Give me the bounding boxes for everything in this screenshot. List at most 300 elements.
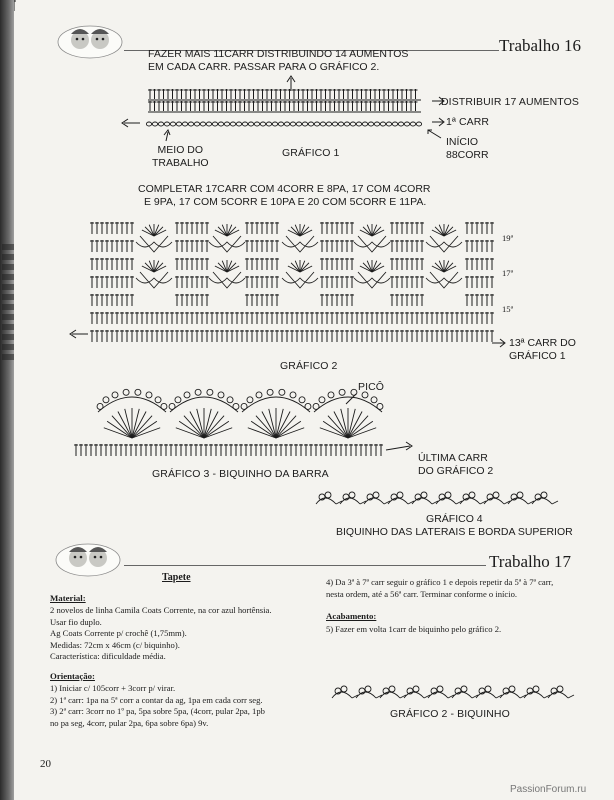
stitch-mark (205, 222, 209, 234)
stitch-mark (301, 101, 305, 111)
chain-mark (416, 122, 421, 126)
stitch-mark (89, 444, 93, 456)
stitch-mark (279, 101, 283, 111)
pico-mark (305, 403, 311, 409)
stitch-mark (250, 294, 254, 306)
stitch-mark (210, 312, 214, 324)
stitch-mark (110, 240, 114, 252)
chain-mark (320, 122, 325, 126)
material-heading: Material: (50, 593, 86, 603)
chain-mark (266, 122, 271, 126)
stitch-mark (149, 444, 153, 456)
stitch-mark (194, 444, 198, 456)
stitch-mark (90, 222, 94, 234)
stitch-mark (252, 101, 256, 111)
stitch-mark (396, 89, 400, 99)
stitch-mark (245, 258, 249, 270)
stitch-mark (180, 312, 184, 324)
stitch-mark (210, 330, 214, 342)
stitch-mark (205, 312, 209, 324)
stitch-mark (205, 240, 209, 252)
stitch-mark (250, 222, 254, 234)
stitch-mark (195, 222, 199, 234)
chain-mark (302, 122, 307, 126)
stitch-mark (345, 276, 349, 288)
pico-mark (195, 389, 201, 395)
stitch-mark (350, 294, 354, 306)
chain-mark (398, 122, 403, 126)
stitch-mark (355, 330, 359, 342)
stitch-mark (420, 294, 424, 306)
stitch-mark (255, 294, 259, 306)
chain-mark (386, 122, 391, 126)
stitch-mark (125, 276, 129, 288)
stitch-mark (350, 258, 354, 270)
stitch-mark (224, 444, 228, 456)
stitch-mark (235, 330, 239, 342)
stitch-mark (160, 330, 164, 342)
chain-mark (146, 122, 151, 126)
chain-mark (338, 122, 343, 126)
stitch-mark (130, 258, 134, 270)
chain-mark (200, 122, 205, 126)
stitch-mark (335, 312, 339, 324)
chain-mark (218, 122, 223, 126)
page-number: 20 (40, 758, 51, 770)
stitch-mark (166, 89, 170, 99)
pico-mark (437, 686, 443, 692)
fan-mark (435, 227, 444, 236)
stitch-mark (430, 312, 434, 324)
stitch-mark (369, 444, 373, 456)
stitch-mark (243, 89, 247, 99)
grafico1-note: FAZER MAIS 11CARR DISTRIBUINDO 14 AUMENTOS EM CADA CARR. PASSAR PARA O GRÁFICO 2. (148, 48, 409, 73)
stitch-mark (214, 444, 218, 456)
stitch-mark (100, 258, 104, 270)
stitch-mark (345, 294, 349, 306)
pico-mark (207, 389, 213, 395)
stitch-mark (270, 330, 274, 342)
stitch-mark (211, 89, 215, 99)
stitch-mark (350, 222, 354, 234)
stitch-mark (405, 330, 409, 342)
stitch-mark (270, 222, 274, 234)
stitch-mark (435, 312, 439, 324)
material-line: Característica: dificuldade média. (50, 651, 166, 662)
stitch-mark (280, 312, 284, 324)
stitch-mark (351, 101, 355, 111)
stitch-mark (110, 294, 114, 306)
stitch-mark (155, 312, 159, 324)
stitch-mark (259, 444, 263, 456)
stitch-mark (410, 258, 414, 270)
fan-mark (140, 236, 168, 252)
stitch-mark (205, 294, 209, 306)
stitch-mark (205, 258, 209, 270)
pico-mark (541, 492, 547, 498)
stitch-mark (255, 276, 259, 288)
stitch-mark (334, 444, 338, 456)
stitch-mark (207, 89, 211, 99)
stitch-mark (185, 276, 189, 288)
stitch-mark (385, 312, 389, 324)
stitch-mark (100, 312, 104, 324)
stitch-mark (288, 101, 292, 111)
grafico1-caption: GRÁFICO 1 (282, 147, 340, 159)
stitch-mark (265, 240, 269, 252)
pico-mark (349, 492, 355, 498)
stitch-mark (409, 89, 413, 99)
stitch-mark (105, 330, 109, 342)
stitch-mark (320, 240, 324, 252)
stitch-mark (335, 294, 339, 306)
row-17-label: 17ª (502, 268, 513, 278)
stitch-mark (480, 258, 484, 270)
stitch-mark (382, 89, 386, 99)
stitch-mark (260, 294, 264, 306)
stitch-mark (185, 294, 189, 306)
stitch-mark (169, 444, 173, 456)
stitch-mark (166, 101, 170, 111)
chain-mark (278, 122, 283, 126)
stitch-mark (485, 258, 489, 270)
stitch-mark (105, 294, 109, 306)
stitch-mark (330, 312, 334, 324)
stitch-mark (415, 294, 419, 306)
stitch-mark (256, 101, 260, 111)
stitch-mark (185, 240, 189, 252)
chain-mark (404, 122, 409, 126)
stitch-mark (199, 444, 203, 456)
stitch-mark (195, 276, 199, 288)
stitch-mark (130, 312, 134, 324)
stitch-mark (379, 444, 383, 456)
stitch-mark (110, 258, 114, 270)
stitch-mark (345, 258, 349, 270)
stitch-mark (202, 89, 206, 99)
stitch-mark (260, 276, 264, 288)
stitch-mark (79, 444, 83, 456)
stitch-mark (235, 312, 239, 324)
stitch-mark (175, 101, 179, 111)
stitch-mark (415, 240, 419, 252)
stitch-mark (115, 312, 119, 324)
stitch-mark (189, 89, 193, 99)
pico-mark (557, 686, 563, 692)
stitch-mark (247, 101, 251, 111)
pico-mark (155, 397, 161, 403)
biquinho-caption: GRÁFICO 2 - BIQUINHO (390, 708, 510, 720)
stitch-mark (180, 101, 184, 111)
stitch-mark (140, 330, 144, 342)
stitch-mark (430, 330, 434, 342)
stitch-mark (378, 89, 382, 99)
fan-mark (372, 263, 381, 272)
stitch-mark (274, 444, 278, 456)
stitch-mark (175, 89, 179, 99)
stitch-mark (324, 444, 328, 456)
chain-mark (224, 122, 229, 126)
stitch-mark (340, 294, 344, 306)
pico-mark (413, 686, 419, 692)
stitch-mark (95, 312, 99, 324)
stitch-mark (255, 258, 259, 270)
stitch-mark (150, 330, 154, 342)
chain-mark (176, 122, 181, 126)
stitch-mark (315, 89, 319, 99)
stitch-mark (90, 294, 94, 306)
stitch-mark (420, 222, 424, 234)
stitch-mark (485, 276, 489, 288)
stitch-mark (390, 240, 394, 252)
stitch-mark (265, 276, 269, 288)
stitch-mark (134, 444, 138, 456)
stitch-mark (238, 101, 242, 111)
acabamento-heading: Acabamento: (326, 611, 377, 621)
biquinho-diagram (330, 682, 600, 704)
step-line: no pa seg, 4corr, pular 2pa, 6pa sobre 6pa) 9v. (50, 717, 209, 728)
stitch-mark (342, 89, 346, 99)
stitch-mark (440, 330, 444, 342)
stitch-mark (252, 89, 256, 99)
fan-mark (358, 272, 386, 288)
stitch-mark (200, 258, 204, 270)
fan-mark (282, 278, 318, 283)
stitch-mark (283, 89, 287, 99)
pico-mark (233, 403, 239, 409)
stitch-mark (200, 276, 204, 288)
fan-mark (136, 242, 172, 247)
stitch-mark (490, 258, 494, 270)
stitch-mark (340, 330, 344, 342)
stitch-mark (255, 240, 259, 252)
stitch-mark (275, 312, 279, 324)
material-line: Medidas: 72cm x 46cm (c/ biquinho). (50, 639, 180, 650)
stitch-mark (179, 444, 183, 456)
stitch-mark (480, 276, 484, 288)
pico-mark (123, 389, 129, 395)
stitch-mark (190, 222, 194, 234)
stitch-mark (130, 240, 134, 252)
stitch-mark (415, 222, 419, 234)
stitch-mark (270, 312, 274, 324)
stitch-mark (310, 89, 314, 99)
stitch-mark (355, 101, 359, 111)
chain-mark (158, 122, 163, 126)
stitch-mark (387, 101, 391, 111)
orientacao-heading: Orientação: (50, 671, 95, 681)
stitch-mark (349, 444, 353, 456)
stitch-mark (374, 444, 378, 456)
chain-mark (194, 122, 199, 126)
stitch-mark (350, 312, 354, 324)
stitch-mark (250, 276, 254, 288)
stitch-mark (275, 330, 279, 342)
stitch-mark (255, 330, 259, 342)
chain-mark (344, 122, 349, 126)
stitch-mark (355, 89, 359, 99)
stitch-mark (475, 240, 479, 252)
stitch-mark (395, 330, 399, 342)
stitch-mark (365, 330, 369, 342)
stitch-mark (335, 258, 339, 270)
stitch-mark (260, 330, 264, 342)
stitch-mark (310, 312, 314, 324)
stitch-mark (325, 294, 329, 306)
stitch-mark (265, 89, 269, 99)
stitch-mark (207, 101, 211, 111)
chain-mark (326, 122, 331, 126)
stitch-mark (400, 276, 404, 288)
stitch-mark (344, 444, 348, 456)
stitch-mark (270, 276, 274, 288)
stitch-mark (190, 240, 194, 252)
chain-mark (368, 122, 373, 126)
stitch-mark (115, 240, 119, 252)
grafico3-diagram (14, 380, 614, 470)
stitch-mark (320, 222, 324, 234)
stitch-mark (330, 258, 334, 270)
pico-mark (493, 492, 499, 498)
pico-mark (397, 492, 403, 498)
stitch-mark (390, 258, 394, 270)
stitch-mark (245, 240, 249, 252)
stitch-mark (400, 101, 404, 111)
stitch-mark (171, 89, 175, 99)
chain-mark (188, 122, 193, 126)
stitch-mark (335, 276, 339, 288)
stitch-mark (330, 294, 334, 306)
stitch-mark (320, 312, 324, 324)
stitch-mark (225, 312, 229, 324)
stitch-mark (225, 89, 229, 99)
fan-mark (209, 278, 245, 283)
stitch-mark (490, 294, 494, 306)
stitch-mark (470, 258, 474, 270)
stitch-mark (289, 444, 293, 456)
stitch-mark (130, 294, 134, 306)
stitch-mark (110, 222, 114, 234)
stitch-mark (490, 222, 494, 234)
stitch-mark (373, 89, 377, 99)
stitch-mark (125, 258, 129, 270)
stitch-mark (410, 240, 414, 252)
stitch-mark (250, 258, 254, 270)
pico-mark (299, 397, 305, 403)
stitch-mark (125, 312, 129, 324)
stitch-mark (329, 444, 333, 456)
stitch-mark (375, 330, 379, 342)
stitch-mark (304, 444, 308, 456)
stitch-mark (470, 294, 474, 306)
stitch-mark (190, 294, 194, 306)
stitch-mark (420, 312, 424, 324)
chain-mark (164, 122, 169, 126)
stitch-mark (475, 312, 479, 324)
stitch-mark (120, 222, 124, 234)
stitch-mark (410, 312, 414, 324)
stitch-mark (405, 276, 409, 288)
pico-mark (469, 492, 475, 498)
fan-mark (140, 272, 168, 288)
pico-mark (146, 392, 152, 398)
stitch-mark (240, 330, 244, 342)
stitch-mark (465, 240, 469, 252)
stitch-mark (328, 89, 332, 99)
stitch-mark (229, 101, 233, 111)
stitch-mark (359, 444, 363, 456)
stitch-mark (400, 222, 404, 234)
chain-mark (308, 122, 313, 126)
stitch-mark (115, 294, 119, 306)
stitch-mark (162, 89, 166, 99)
stitch-mark (110, 312, 114, 324)
stitch-mark (125, 330, 129, 342)
pico-mark (175, 397, 181, 403)
stitch-mark (198, 101, 202, 111)
stitch-mark (130, 276, 134, 288)
stitch-mark (390, 276, 394, 288)
chain-mark (380, 122, 385, 126)
fan-mark (358, 236, 386, 252)
stitch-mark (400, 312, 404, 324)
stitch-mark (125, 222, 129, 234)
treze-carr-label: 13ª CARR DO GRÁFICO 1 (509, 337, 576, 362)
stitch-mark (180, 294, 184, 306)
stitch-mark (450, 330, 454, 342)
stitch-mark (225, 330, 229, 342)
material-line: 2 novelos de linha Camila Coats Corrente, na cor azul hortênsia. (50, 605, 272, 615)
stitch-mark (292, 89, 296, 99)
stitch-mark (350, 240, 354, 252)
stitch-mark (396, 101, 400, 111)
stitch-mark (480, 222, 484, 234)
stitch-mark (95, 330, 99, 342)
stitch-mark (385, 330, 389, 342)
chain-mark (272, 122, 277, 126)
stitch-mark (205, 330, 209, 342)
stitch-mark (162, 101, 166, 111)
stitch-mark (245, 222, 249, 234)
stitch-mark (275, 258, 279, 270)
distribuir-label: DISTRIBUIR 17 AUMENTOS (441, 96, 579, 108)
stitch-mark (390, 330, 394, 342)
stitch-mark (139, 444, 143, 456)
stitch-mark (193, 101, 197, 111)
fan-mark (218, 227, 227, 236)
fan-mark (286, 236, 314, 252)
stitch-mark (490, 312, 494, 324)
stitch-mark (205, 276, 209, 288)
stitch-mark (148, 89, 152, 99)
stitch-mark (180, 89, 184, 99)
stitch-mark (319, 89, 323, 99)
pico-mark (517, 492, 523, 498)
chain-mark (374, 122, 379, 126)
stitch-mark (264, 444, 268, 456)
stitch-mark (190, 276, 194, 288)
fan-mark (291, 263, 300, 272)
stitch-mark (204, 444, 208, 456)
pico-label: PICÔ (358, 381, 385, 393)
stitch-mark (300, 330, 304, 342)
fan-mark (227, 263, 236, 272)
fan-mark (136, 278, 172, 283)
pico-mark (256, 392, 262, 398)
pico-mark (103, 397, 109, 403)
stitch-mark (330, 276, 334, 288)
stitch-mark (280, 330, 284, 342)
